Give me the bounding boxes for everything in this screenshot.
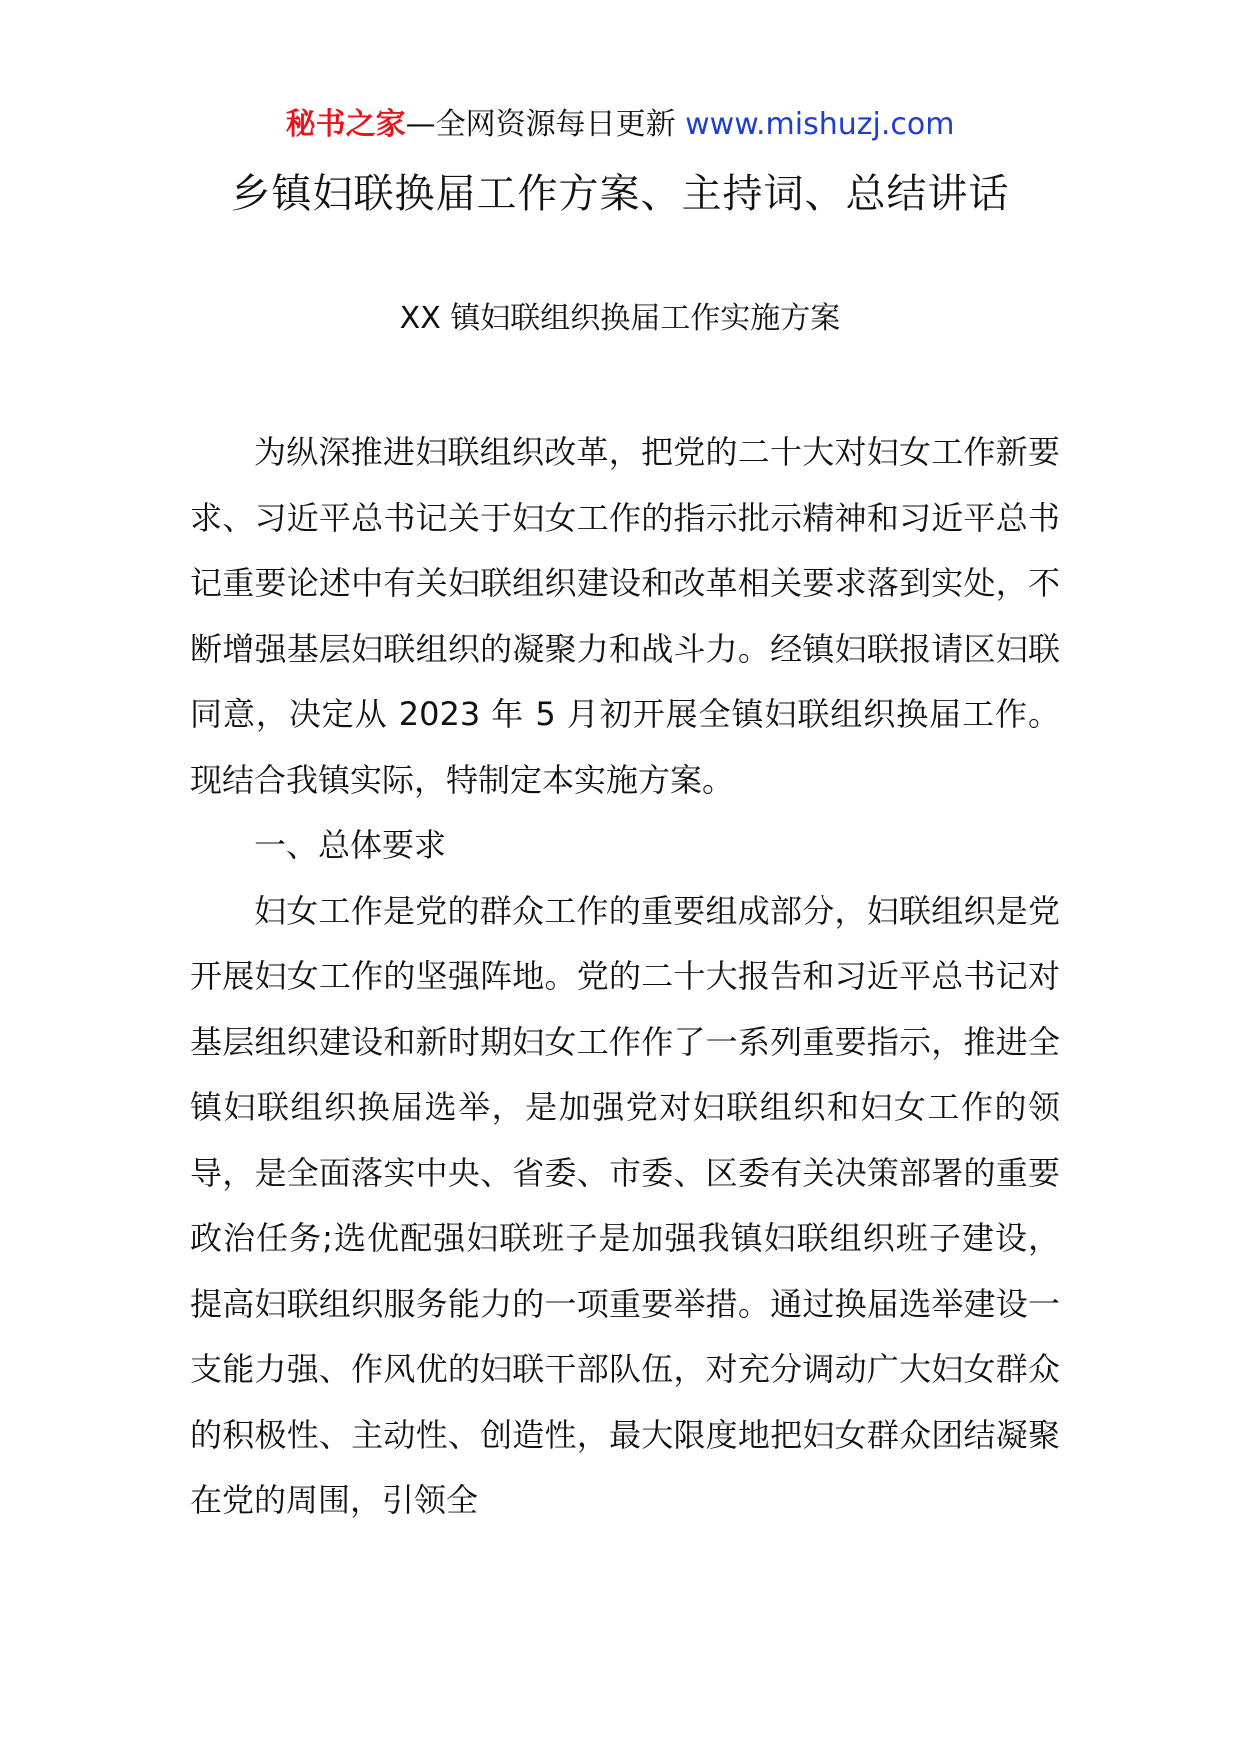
site-header [0,104,1240,146]
site-url-link[interactable]: www.mishuzj.com [685,107,955,142]
document-body [190,420,1060,1534]
section-heading: 一、总体要求 [254,826,447,864]
document-subtitle: XX 镇妇联组织换届工作实施方案 [399,301,841,336]
document-title: 乡镇妇联换届工作方案、主持词、总结讲话 [230,171,1010,217]
intro-paragraph: 为纵深推进妇联组织改革，把党的二十大对妇女工作新要求、习近平总书记关于妇女工作的指示批示精神和习近平总书记重要论述中有关妇联组织建设和改革相关要求落到实处，不断增强基层妇联组织的凝聚力和战斗力。经镇妇联报请区妇联同意，决定从 2023 年 5 月初开展全镇妇联组织换届工作。现结合我镇实际，特制定本实施方案。 [190,433,1060,799]
site-slogan: —全网资源每日更新 [405,107,686,142]
body-paragraph: 妇女工作是党的群众工作的重要组成部分，妇联组织是党开展妇女工作的坚强阵地。党的二十大报告和习近平总书记对基层组织建设和新时期妇女工作作了一系列重要指示，推进全镇妇联组织换届选举，是加强党对妇联组织和妇女工作的领导，是全面落实中央、省委、市委、区委有关决策部署的重要政治任务;选优配强妇联班子是加强我镇妇联组织班子建设，提高妇联组织服务能力的一项重要举措。通过换届选举建设一支能力强、作风优的妇联干部队伍，对充分调动广大妇女群众的积极性、主动性、创造性，最大限度地把妇女群众团结凝聚在党的周围，引领全 [190,891,1060,1519]
site-brand: 秘书之家 [285,107,406,142]
